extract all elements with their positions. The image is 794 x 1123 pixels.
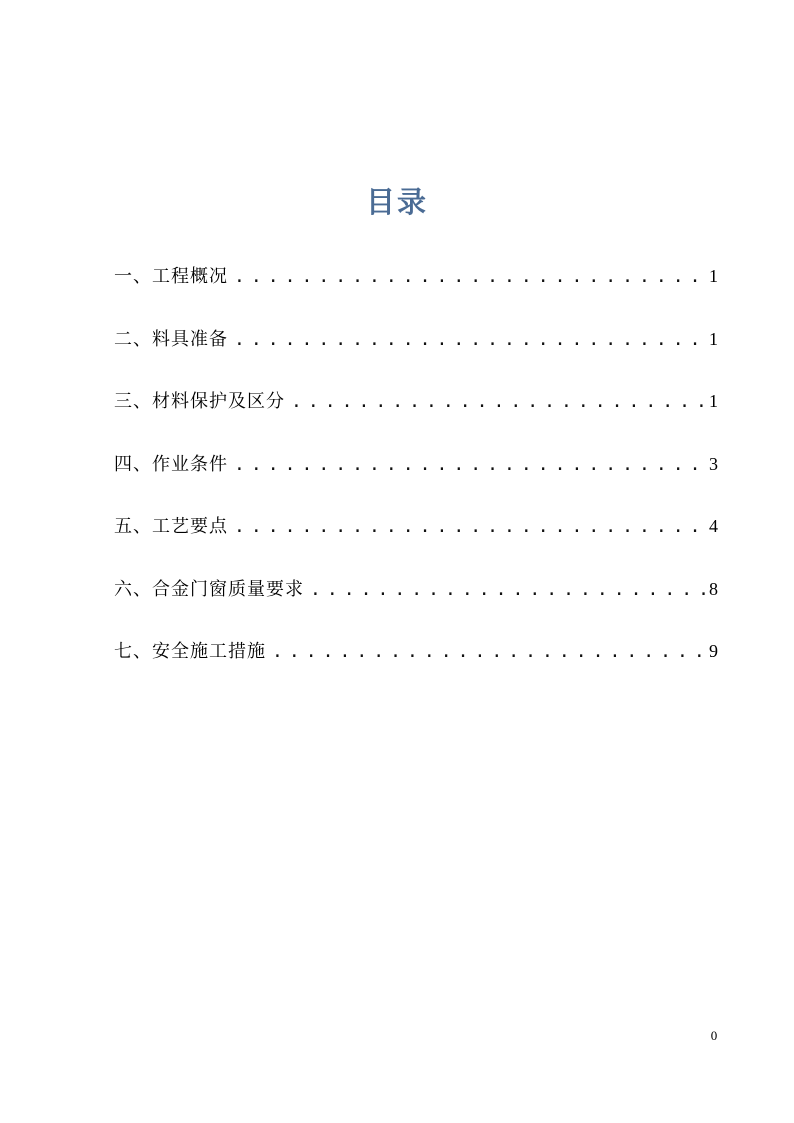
toc-entry-label: 六、合金门窗质量要求 <box>114 578 304 600</box>
toc-list <box>114 258 718 696</box>
toc-entry[interactable] <box>114 321 718 384</box>
toc-entry[interactable] <box>114 633 718 696</box>
toc-entry-label: 一、工程概况 <box>114 266 228 287</box>
toc-dot-leader <box>234 259 706 295</box>
footer-page-number: 0 <box>710 1028 718 1043</box>
toc-entry-page-number: 4 <box>709 516 718 536</box>
toc-dot-leader <box>234 322 706 358</box>
toc-entry-page-number: 3 <box>709 453 718 474</box>
toc-entry-label: 三、材料保护及区分 <box>114 391 285 412</box>
toc-dot-leader <box>310 572 706 608</box>
toc-entry-page-number: 1 <box>709 266 718 286</box>
toc-entry[interactable] <box>114 258 718 321</box>
toc-entry-page-number: 1 <box>709 328 718 349</box>
toc-entry-label: 五、工艺要点 <box>114 516 228 537</box>
toc-entry-page-number: 1 <box>709 391 718 411</box>
toc-entry-page-number: 8 <box>709 578 718 599</box>
toc-dot-leader <box>234 509 706 545</box>
toc-entry-page-number: 9 <box>709 641 718 661</box>
toc-dot-leader <box>272 634 706 670</box>
toc-entry[interactable] <box>114 508 718 571</box>
toc-entry[interactable] <box>114 446 718 509</box>
toc-entry-label: 二、料具准备 <box>114 328 228 350</box>
toc-dot-leader <box>234 447 706 483</box>
toc-dot-leader <box>291 384 706 420</box>
toc-entry[interactable] <box>114 571 718 634</box>
toc-title: 目录 <box>365 185 428 219</box>
toc-entry-label: 七、安全施工措施 <box>114 641 266 662</box>
toc-entry[interactable] <box>114 383 718 446</box>
toc-entry-label: 四、作业条件 <box>114 453 228 475</box>
